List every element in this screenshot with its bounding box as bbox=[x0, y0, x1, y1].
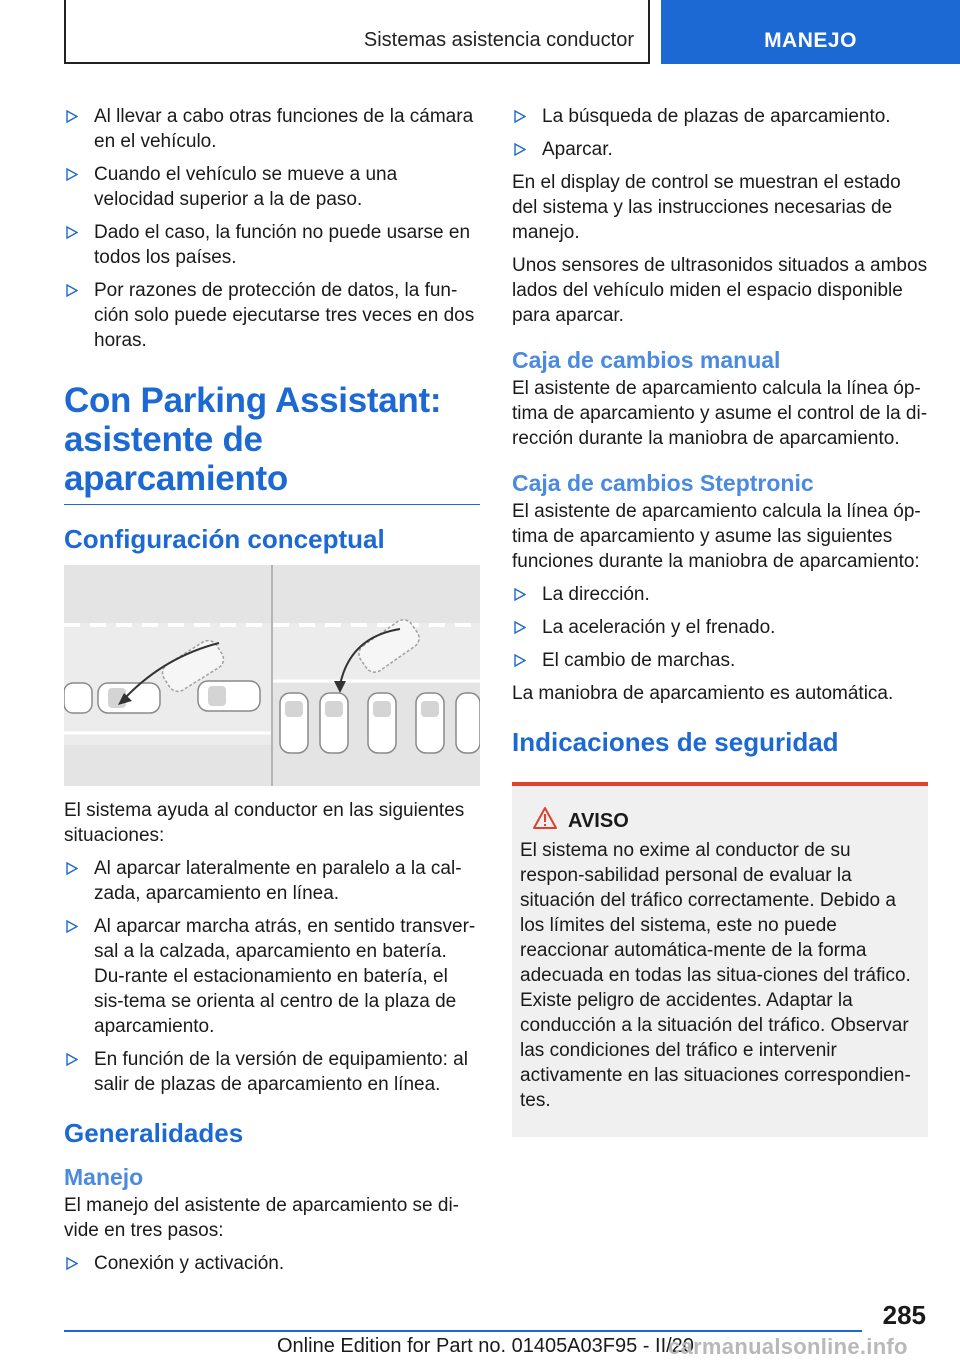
triangle-bullet-icon bbox=[66, 862, 78, 875]
manual-gearbox-text: El asistente de aparcamiento calcula la línea óp-tima de aparcamiento y asume el control de la di-rección durante la maniobra de aparcamiento. bbox=[512, 378, 928, 449]
warning-triangle-icon bbox=[532, 806, 558, 830]
list-item bbox=[512, 137, 928, 162]
list-item bbox=[64, 278, 480, 353]
warning-box bbox=[512, 782, 928, 1137]
list-item-text: Al llevar a cabo otras funciones de la cámara en el vehículo. bbox=[94, 106, 474, 152]
list-item-text: Dado el caso, la función no puede usarse en todos los países. bbox=[94, 222, 471, 268]
manejo-bullet-list bbox=[64, 1251, 480, 1276]
right-column bbox=[512, 104, 928, 1137]
warning-header bbox=[520, 806, 920, 834]
list-item-text: Por razones de protección de datos, la fun-ción solo puede ejecutarse tres veces en dos horas. bbox=[94, 280, 475, 351]
triangle-bullet-icon bbox=[514, 143, 526, 156]
list-item-text: Aparcar. bbox=[542, 139, 613, 160]
list-item bbox=[64, 914, 480, 1039]
concept-bullet-list bbox=[64, 856, 480, 1097]
list-item bbox=[512, 104, 928, 129]
intro-bullet-list bbox=[64, 104, 480, 353]
list-item-text: El cambio de marchas. bbox=[542, 650, 736, 671]
safety-heading: Indicaciones de seguridad bbox=[512, 727, 839, 757]
steptronic-heading: Caja de cambios Steptronic bbox=[512, 470, 814, 496]
steptronic-bullet-list bbox=[512, 582, 928, 673]
header-section-box bbox=[64, 0, 650, 64]
chapter-tab[interactable] bbox=[661, 0, 960, 64]
triangle-bullet-icon bbox=[514, 621, 526, 634]
triangle-bullet-icon bbox=[514, 588, 526, 601]
triangle-bullet-icon bbox=[66, 110, 78, 123]
footer-edition: Online Edition for Part no. 01405A03F95 - II/20 bbox=[277, 1335, 694, 1357]
parking-illustration bbox=[64, 565, 480, 786]
concept-heading: Configuración conceptual bbox=[64, 524, 385, 554]
automatic-text: La maniobra de aparcamiento es automática. bbox=[512, 683, 894, 704]
list-item bbox=[64, 1047, 480, 1097]
left-column bbox=[64, 104, 480, 1284]
triangle-bullet-icon bbox=[66, 920, 78, 933]
steps-bullet-list bbox=[512, 104, 928, 162]
footer-watermark: carmanualsonline.info bbox=[668, 1334, 908, 1359]
list-item-text: Cuando el vehículo se mueve a una velocidad superior a la de paso. bbox=[94, 164, 398, 210]
warning-text: El sistema no exime al conductor de su respon-sabilidad personal de evaluar la situación del tráfico correctamente. Debido a los límites del sistema, este no puede reaccionar automática-mente de la forma adecuada en todas las situa-ciones del tráfico. Existe peligro de accidentes. Adaptar la conducción a la situación del tráfico. Observar las condiciones del tráfico e intervenir activamente en las situaciones correspondien-tes. bbox=[520, 840, 911, 1111]
display-text: En el display de control se muestran el estado del sistema y las instrucciones necesarias de manejo. bbox=[512, 172, 901, 243]
concept-text: El sistema ayuda al conductor en las siguientes situaciones: bbox=[64, 800, 465, 846]
triangle-bullet-icon bbox=[66, 1257, 78, 1270]
list-item-text: Al aparcar lateralmente en paralelo a la cal-zada, aparcamiento en línea. bbox=[94, 858, 462, 904]
main-heading: Con Parking Assistant: asistente de aparcamiento bbox=[64, 381, 480, 505]
list-item-text: En función de la versión de equipamiento: al salir de plazas de aparcamiento en línea. bbox=[94, 1049, 468, 1095]
triangle-bullet-icon bbox=[66, 284, 78, 297]
steptronic-text: El asistente de aparcamiento calcula la línea óp-tima de aparcamiento y asume las siguientes funciones durante la maniobra de aparcamiento: bbox=[512, 501, 921, 572]
list-item-text: La aceleración y el frenado. bbox=[542, 617, 776, 638]
chapter-tab-label: MANEJO bbox=[764, 29, 857, 52]
header-section-title: Sistemas asistencia conductor bbox=[363, 29, 634, 51]
list-item bbox=[64, 220, 480, 270]
list-item bbox=[64, 104, 480, 154]
triangle-bullet-icon bbox=[514, 654, 526, 667]
warning-title: AVISO bbox=[568, 810, 629, 832]
manejo-heading: Manejo bbox=[64, 1164, 144, 1190]
list-item bbox=[512, 615, 928, 640]
list-item-text: Al aparcar marcha atrás, en sentido transver-sal a la calzada, aparcamiento en batería. Du-rante el estacionamiento en batería, el sis-tema se orienta al centro de la plaza de aparcamiento. bbox=[94, 916, 476, 1037]
triangle-bullet-icon bbox=[66, 168, 78, 181]
page-number: 285 bbox=[882, 1300, 926, 1330]
list-item-text: La búsqueda de plazas de aparcamiento. bbox=[542, 106, 891, 127]
manual-gearbox-heading: Caja de cambios manual bbox=[512, 347, 781, 373]
manejo-text: El manejo del asistente de aparcamiento se di-vide en tres pasos: bbox=[64, 1195, 460, 1241]
triangle-bullet-icon bbox=[66, 1053, 78, 1066]
list-item-text: Conexión y activación. bbox=[94, 1253, 285, 1274]
general-heading: Generalidades bbox=[64, 1118, 244, 1148]
list-item-text: La dirección. bbox=[542, 584, 650, 605]
footer-rule bbox=[64, 1330, 862, 1332]
list-item bbox=[512, 582, 928, 607]
triangle-bullet-icon bbox=[514, 110, 526, 123]
triangle-bullet-icon bbox=[66, 226, 78, 239]
list-item bbox=[64, 856, 480, 906]
list-item bbox=[512, 648, 928, 673]
list-item bbox=[64, 162, 480, 212]
list-item bbox=[64, 1251, 480, 1276]
parking-illustration-svg bbox=[64, 565, 480, 786]
sensors-text: Unos sensores de ultrasonidos situados a ambos lados del vehículo miden el espacio disponible para aparcar. bbox=[512, 255, 928, 326]
